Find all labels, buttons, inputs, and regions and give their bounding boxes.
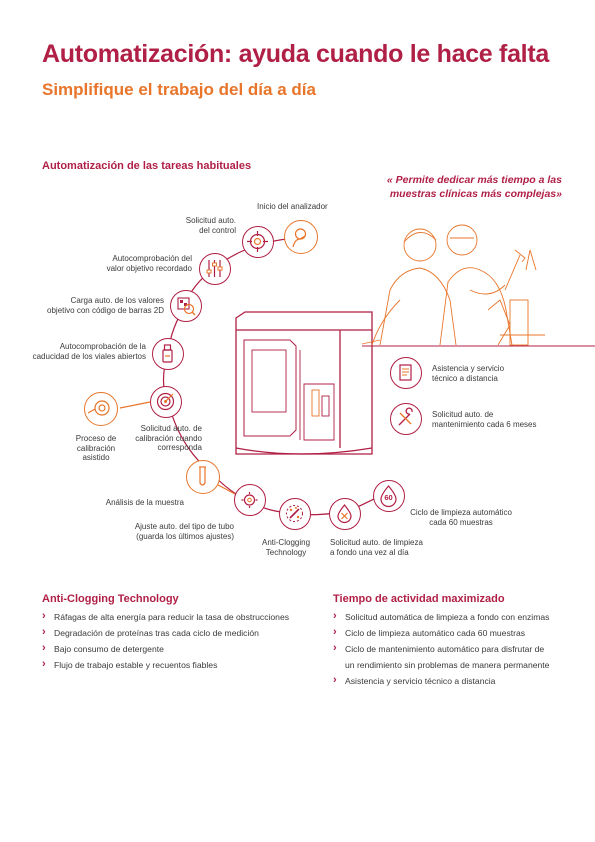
- scientists-illustration: [372, 225, 545, 345]
- page-subtitle: Simplifique el trabajo del día a día: [42, 80, 316, 99]
- list-item: › Ciclo de mantenimiento automático para disfrutar de: [333, 641, 549, 657]
- list-item: › Asistencia y servicio técnico a distancia: [333, 673, 549, 689]
- automation-heading: Automatización de las tareas habituales: [42, 160, 252, 172]
- target-icon: [242, 226, 274, 258]
- vial-icon: [152, 338, 184, 370]
- deep-clean-icon: [329, 498, 361, 530]
- quote-line-2: muestras clínicas más complejas»: [389, 188, 562, 200]
- uptime-list: [333, 609, 549, 689]
- remote-service-icon: [390, 357, 422, 389]
- tube-settings-icon: [234, 484, 266, 516]
- list-item-continuation: un rendimiento sin problemas de manera permanente: [345, 660, 550, 670]
- analyzer-illustration: [236, 312, 372, 454]
- label-control-request: Solicitud auto. del control: [185, 216, 236, 235]
- label-remote-service: Asistencia y servicio técnico a distancia: [432, 364, 505, 383]
- sixty-badge: 60: [384, 493, 393, 502]
- list-item: › Flujo de trabajo estable y recuentos fiables: [42, 657, 289, 673]
- anticlogging-list: [42, 609, 289, 673]
- label-vial-expiry: Autocomprobación de la caducidad de los viales abiertos: [32, 342, 146, 361]
- label-maintenance: Solicitud auto. de mantenimiento cada 6 meses: [432, 410, 537, 429]
- list-item: › Degradación de proteínas tras cada ciclo de medición: [42, 625, 289, 641]
- label-barcode-load: Carga auto. de los valores objetivo con código de barras 2D: [47, 296, 164, 315]
- maintenance-tools-icon: [390, 403, 422, 435]
- sample-tube-icon: [186, 460, 220, 494]
- assisted-calibration-icon: [84, 392, 118, 426]
- label-self-check-target: Autocomprobación del valor objetivo recordado: [106, 254, 192, 273]
- list-item: › Ráfagas de alta energía para reducir la tasa de obstrucciones: [42, 609, 289, 625]
- label-calibration-request: Solicitud auto. de calibración cuando corresponda: [135, 424, 202, 452]
- list-item: › Solicitud automática de limpieza a fondo con enzimas: [333, 609, 549, 625]
- label-start-analyzer: Inicio del analizador: [257, 202, 328, 211]
- list-item: › Bajo consumo de detergente: [42, 641, 289, 657]
- label-tube-type: Ajuste auto. del tipo de tubo (guarda los últimos ajustes): [134, 522, 234, 541]
- barcode-scan-icon: [170, 290, 202, 322]
- anticlogging-icon: [279, 498, 311, 530]
- page-title: Automatización: ayuda cuando le hace falta: [42, 40, 549, 68]
- uptime-heading: Tiempo de actividad maximizado: [333, 593, 505, 605]
- sliders-icon: [199, 253, 231, 285]
- label-auto-clean: Ciclo de limpieza automático cada 60 muestras: [410, 508, 512, 527]
- label-assisted-calibration: Proceso de calibración asistido: [75, 434, 117, 462]
- label-anticlogging: Anti-Clogging Technology: [261, 538, 311, 557]
- quote-line-1: « Permite dedicar más tiempo a las: [386, 174, 562, 186]
- list-item: › Ciclo de limpieza automático cada 60 muestras: [333, 625, 549, 641]
- label-deep-clean: Solicitud auto. de limpieza a fondo una vez al día: [330, 538, 423, 557]
- label-sample-analysis: Análisis de la muestra: [105, 498, 184, 507]
- anticlogging-heading: Anti-Clogging Technology: [42, 593, 179, 605]
- calibration-target-icon: [150, 386, 182, 418]
- press-button-icon: [284, 220, 318, 254]
